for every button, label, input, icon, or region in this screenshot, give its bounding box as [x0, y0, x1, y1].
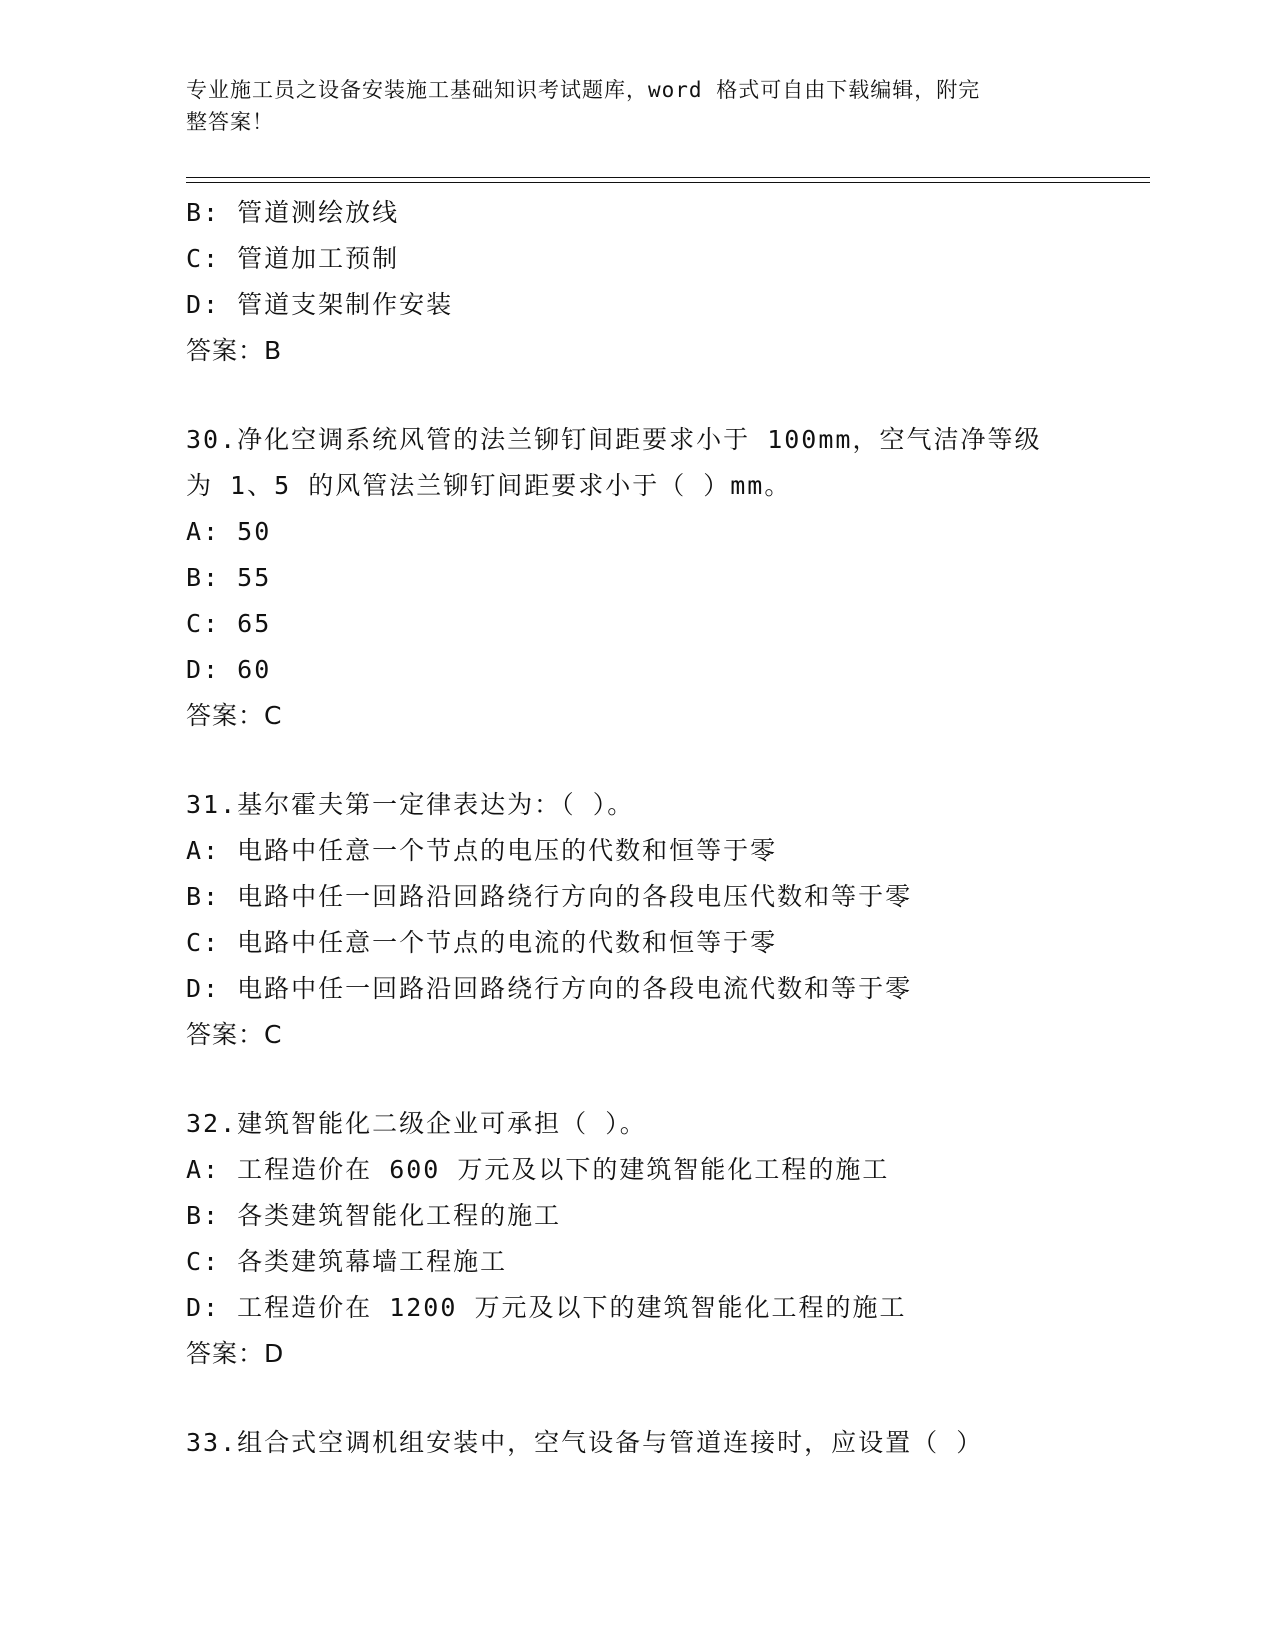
header-line-2: 整答案！	[186, 110, 274, 134]
option-d: D: 电路中任一回路沿回路绕行方向的各段电流代数和等于零	[186, 974, 913, 1003]
option-b: B: 55	[186, 563, 272, 592]
question-stem-continued: 为 1、5 的风管法兰铆钉间距要求小于（ ）mm。	[186, 471, 792, 500]
option-d: D: 管道支架制作安装	[186, 290, 454, 319]
answer-line: 答案：B	[186, 336, 283, 365]
option-c: C: 65	[186, 609, 272, 638]
question-list	[186, 190, 1106, 1466]
option-a: A: 电路中任意一个节点的电压的代数和恒等于零	[186, 836, 778, 865]
answer-line: 答案：C	[186, 1020, 283, 1049]
question-block-32	[186, 1101, 1106, 1377]
question-stem: 33.组合式空调机组安装中，空气设备与管道连接时，应设置（ ）	[186, 1428, 984, 1457]
option-d: D: 工程造价在 1200 万元及以下的建筑智能化工程的施工	[186, 1293, 907, 1322]
question-block-30	[186, 417, 1106, 739]
question-stem: 31.基尔霍夫第一定律表达为：（ ）。	[186, 790, 635, 819]
option-a: A: 50	[186, 517, 272, 546]
option-c: C: 管道加工预制	[186, 244, 400, 273]
question-block-33	[186, 1420, 1106, 1466]
header-divider-top	[186, 177, 1150, 178]
option-c: C: 电路中任意一个节点的电流的代数和恒等于零	[186, 928, 778, 957]
option-c: C: 各类建筑幕墙工程施工	[186, 1247, 508, 1276]
option-b: B: 电路中任一回路沿回路绕行方向的各段电压代数和等于零	[186, 882, 913, 911]
header-divider-bottom	[186, 182, 1150, 183]
question-block-31	[186, 782, 1106, 1058]
question-stem: 32.建筑智能化二级企业可承担（ ）。	[186, 1109, 647, 1138]
document-header	[186, 74, 1066, 138]
option-a: A: 工程造价在 600 万元及以下的建筑智能化工程的施工	[186, 1155, 890, 1184]
question-stem: 30.净化空调系统风管的法兰铆钉间距要求小于 100mm，空气洁净等级	[186, 425, 1042, 454]
answer-line: 答案：C	[186, 701, 283, 730]
answer-line: 答案：D	[186, 1339, 285, 1368]
option-b: B: 管道测绘放线	[186, 198, 400, 227]
question-block-29	[186, 190, 1106, 374]
header-line-1: 专业施工员之设备安装施工基础知识考试题库，word 格式可自由下载编辑，附完	[186, 78, 981, 102]
option-d: D: 60	[186, 655, 272, 684]
option-b: B: 各类建筑智能化工程的施工	[186, 1201, 562, 1230]
